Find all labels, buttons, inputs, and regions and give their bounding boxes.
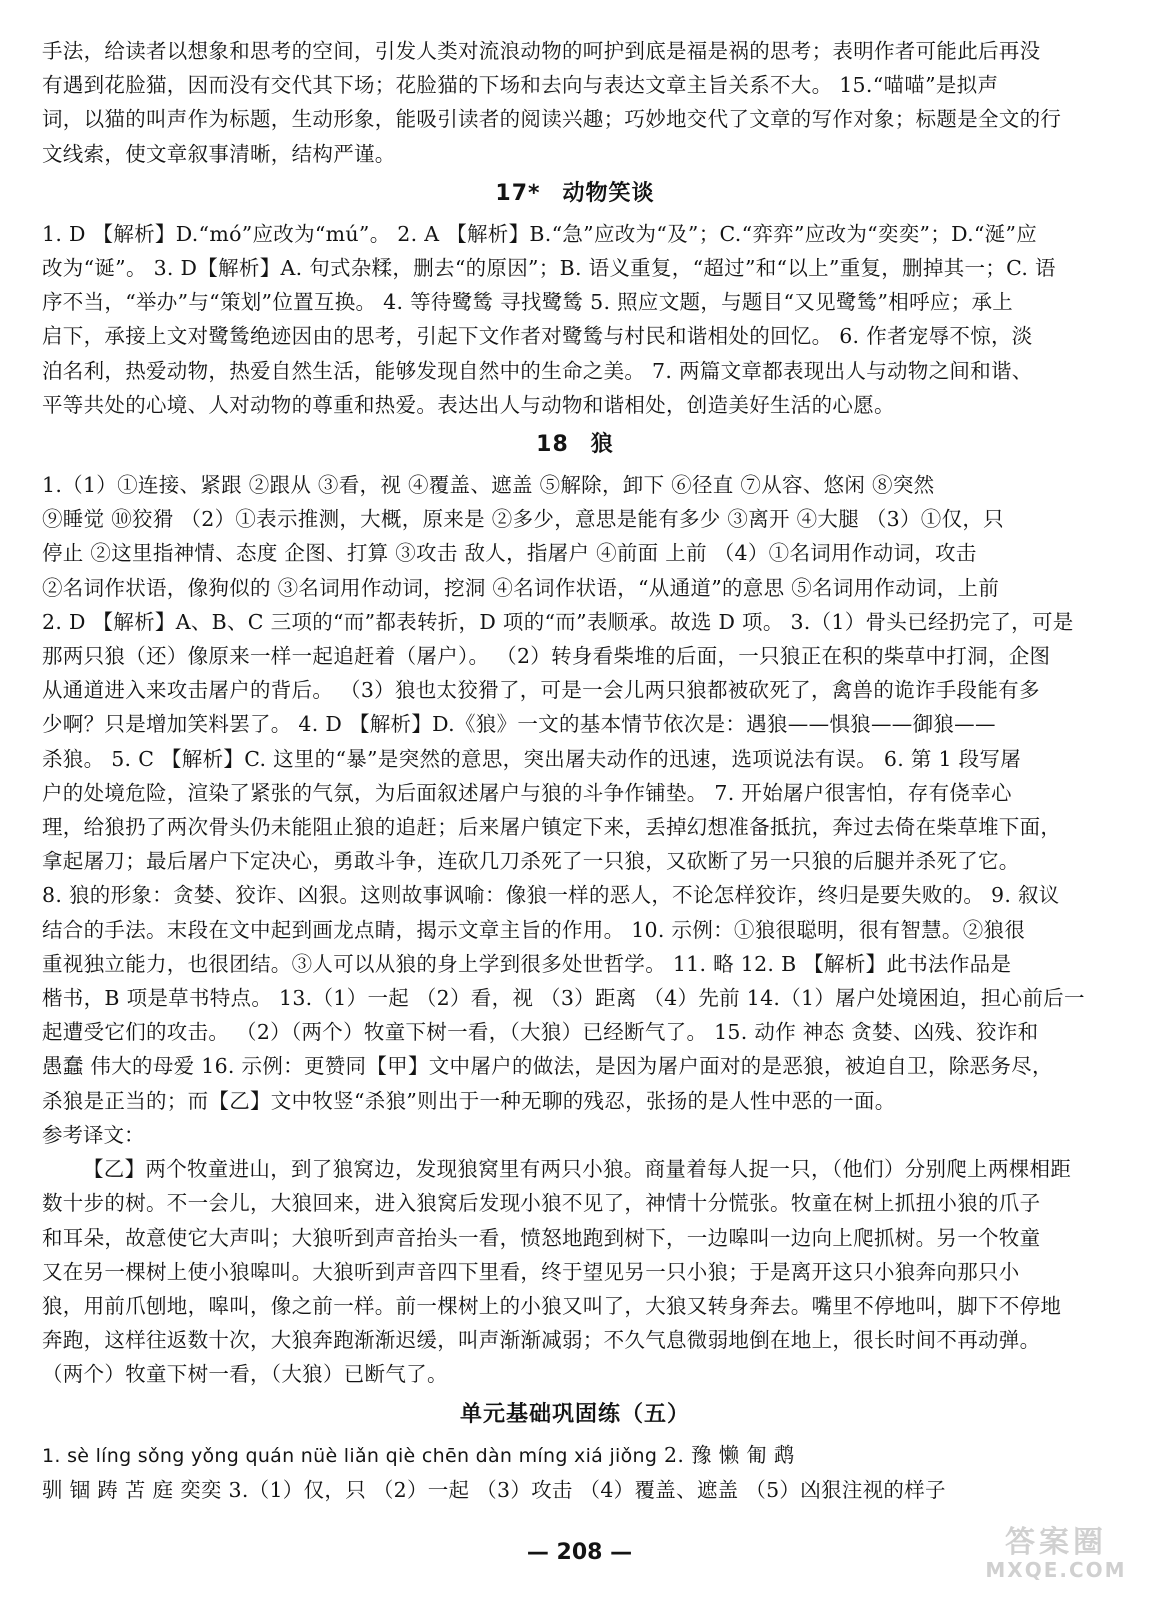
text-line: 和耳朵，故意使它大声叫；大狼听到声音抬头一看，愤怒地跑到树下，一边嗥叫一边向上爬抓树。另一个牧童: [42, 1225, 1041, 1250]
answer-page: [42, 34, 1108, 1507]
text-line: 杀狼。 5. C 【解析】C. 这里的“暴”是突然的意思，突出屠夫动作的迅速，选项说法有误。 6. 第 1 段写屠: [42, 746, 1022, 771]
text-line: 少啊？只是增加笑料罢了。 4. D 【解析】D.《狼》一文的基本情节依次是：遇狼——惧狼——御狼——: [42, 712, 996, 737]
text-line: 又在另一棵树上使小狼嗥叫。大狼听到声音四下里看，终于望见另一只小狼；于是离开这只小狼奔向那只小: [42, 1259, 1020, 1284]
text-line: 词，以猫的叫声作为标题，生动形象，能吸引读者的阅读兴趣；巧妙地交代了文章的写作对象；标题是全文的行: [42, 107, 1062, 132]
text-line: 8. 狼的形象：贪婪、狡诈、凶狠。这则故事讽喻：像狼一样的恶人，不论怎样狡诈，终归是要失败的。 9. 叙议: [42, 883, 1060, 908]
text-line: ②名词作状语，像狗似的 ③名词用作动词，挖洞 ④名词作状语，“从通道”的意思 ⑤名词用作动词，上前: [42, 575, 1000, 600]
char-answers: 2. 豫 懒 匍 鹉: [657, 1442, 795, 1467]
text-line: 1. D 【解析】D.“mó”应改为“mú”。 2. A 【解析】B.“急”应改为“及”；C.“弈弈”应改为“奕奕”；D.“涎”应: [42, 221, 1038, 246]
text-line: 手法，给读者以想象和思考的空间，引发人类对流浪动物的呵护到底是福是祸的思考；表明作者可能此后再没: [42, 39, 1041, 63]
section-17-answers: [42, 217, 1108, 422]
text-line: 平等共处的心境、人对动物的尊重和热爱。表达出人与动物和谐相处，创造美好生活的心愿。: [42, 392, 895, 417]
text-line: ⑨睡觉 ⑩狡猾 （2）①表示推测，大概，原来是 ②多少，意思是能有多少 ③离开 ④大腿 （3）①仅，只: [42, 507, 1004, 532]
text-line: 从通道进入来攻击屠户的背后。 （3）狼也太狡猾了，可是一会儿两只狼都被砍死了，禽兽的诡诈手段能有多: [42, 678, 1040, 703]
watermark-url: MXQE.COM: [985, 1558, 1127, 1582]
text-line: 1.（1）①连接、紧跟 ②跟从 ③看，视 ④覆盖、遮盖 ⑤解除，卸下 ⑥径直 ⑦从容、悠闲 ⑧突然: [42, 473, 935, 498]
text-line: 改为“诞”。 3. D【解析】A. 句式杂糅，删去“的原因”；B. 语义重复，“超过”和“以上”重复，删掉其一；C. 语: [42, 256, 1056, 281]
text-line: 户的处境危险，渲染了紧张的气氛，为后面叙述屠户与狼的斗争作铺垫。 7. 开始屠户很害怕，存有侥幸心: [42, 780, 1012, 805]
text-line: 数十步的树。不一会儿，大狼回来，进入狼窝后发现小狼不见了，神情十分慌张。牧童在树上抓扭小狼的爪子: [42, 1191, 1041, 1216]
section-title: 单元基础巩固练（五）: [459, 1401, 690, 1427]
section-17-heading: [42, 171, 1108, 217]
watermark-logo: [981, 1525, 1131, 1584]
text-line: [42, 1438, 1108, 1473]
unit-5-heading: [42, 1392, 1108, 1438]
watermark-text: 答案圈: [1005, 1525, 1107, 1560]
text-line: 拿起屠刀；最后屠户下定决心，勇敢斗争，连砍几刀杀死了一只狼，又砍断了另一只狼的后腿并杀死了它。: [42, 849, 1020, 874]
text-line: 奔跑，这样往返数十次，大狼奔跑渐渐迟缓，叫声渐渐减弱；不久气息微弱地倒在地上，很长时间不再动弹。: [42, 1328, 1041, 1353]
text-line: 文线索，使文章叙事清晰，结构严谨。: [42, 141, 396, 166]
text-line: 杀狼是正当的；而【乙】文中牧竖“杀狼”则出于一种无聊的残忍，张扬的是人性中恶的一面。: [42, 1088, 896, 1113]
text-line: 狼，用前爪刨地，嗥叫，像之前一样。前一棵树上的小狼又叫了，大狼又转身奔去。嘴里不停地叫，脚下不停地: [42, 1293, 1062, 1318]
text-line: 停止 ②这里指神情、态度 企图、打算 ③攻击 敌人，指屠户 ④前面 上前 （4）①名词用作动词，攻击: [42, 541, 977, 566]
text-line: 序不当，“举办”与“策划”位置互换。 4. 等待鹭鸶 寻找鹭鸶 5. 照应文题，与题目“又见鹭鸶”相呼应；承上: [42, 290, 1014, 315]
text-line: （两个）牧童下树一看，（大狼）已断气了。: [42, 1362, 448, 1387]
section-number: 18: [536, 432, 569, 458]
section-title: 动物笑谈: [562, 180, 655, 206]
text-line: 楷书，B 项是草书特点。 13.（1）一起 （2）看，视 （3）距离 （4）先前 14.（1）屠户处境困迫，担心前后一: [42, 986, 1085, 1011]
text-line: 泊名利，热爱动物，热爱自然生活，能够发现自然中的生命之美。 7. 两篇文章都表现出人与动物之间和谐、: [42, 358, 1033, 383]
section-18-heading: [42, 422, 1108, 468]
section-title: 狼: [590, 432, 614, 458]
text-line: 愚蠢 伟大的母爱 16. 示例：更赞同【甲】文中屠户的做法，是因为屠户面对的是恶狼，被迫自卫，除恶务尽，: [42, 1054, 1053, 1079]
text-line: 结合的手法。末段在文中起到画龙点睛，揭示文章主旨的作用。 10. 示例：①狼很聪明，很有智慧。②狼很: [42, 917, 1026, 942]
page-number: — 208 —: [526, 1540, 633, 1565]
section-number: 17*: [495, 180, 541, 206]
pinyin-answers: 1. sè líng sǒng yǒng quán nüè liǎn qiè chēn dàn míng xiá jiǒng: [42, 1444, 658, 1467]
top-continuation: [42, 34, 1108, 171]
text-line: 理，给狼扔了两次骨头仍未能阻止狼的追赶；后来屠户镇定下来，丢掉幻想准备抵抗，奔过去倚在柴草堆下面，: [42, 815, 1062, 840]
text-line: 那两只狼（还）像原来一样一起追赶着（屠户）。 （2）转身看柴堆的后面，一只狼正在积的柴草中打洞，企图: [42, 644, 1051, 669]
reference-translation-label: 参考译文：: [42, 1122, 145, 1147]
text-line: 启下，承接上文对鹭鸶绝迹因由的思考，引起下文作者对鹭鸶与村民和谐相处的回忆。 6. 作者宠辱不惊，淡: [42, 324, 1033, 349]
unit-5-answers: [42, 1438, 1108, 1507]
section-18-answers: [42, 468, 1108, 1391]
text-line: 有遇到花脸猫，因而没有交代其下场；花脸猫的下场和去向与表达文章主旨关系不大。 15.“喵喵”是拟声: [42, 73, 999, 98]
text-line: 起遭受它们的攻击。 （2）（两个）牧童下树一看，（大狼）已经断气了。 15. 动作 神态 贪婪、凶残、狡诈和: [42, 1020, 1039, 1045]
text-line: 重视独立能力，也很团结。③人可以从狼的身上学到很多处世哲学。 11. 略 12. B 【解析】此书法作品是: [42, 951, 1012, 976]
text-line: 2. D 【解析】A、B、C 三项的“而”都表转折，D 项的“而”表顺承。故选 D 项。 3.（1）骨头已经扔完了，可是: [42, 609, 1074, 634]
text-line: 【乙】两个牧童进山，到了狼窝边，发现狼窝里有两只小狼。商量着每人捉一只，（他们）分别爬上两棵相距: [83, 1157, 1072, 1182]
text-line: 驯 锢 踌 苫 庭 奕奕 3.（1）仅，只 （2）一起 （3）攻击 （4）覆盖、遮盖 （5）凶狠注视的样子: [42, 1477, 946, 1502]
